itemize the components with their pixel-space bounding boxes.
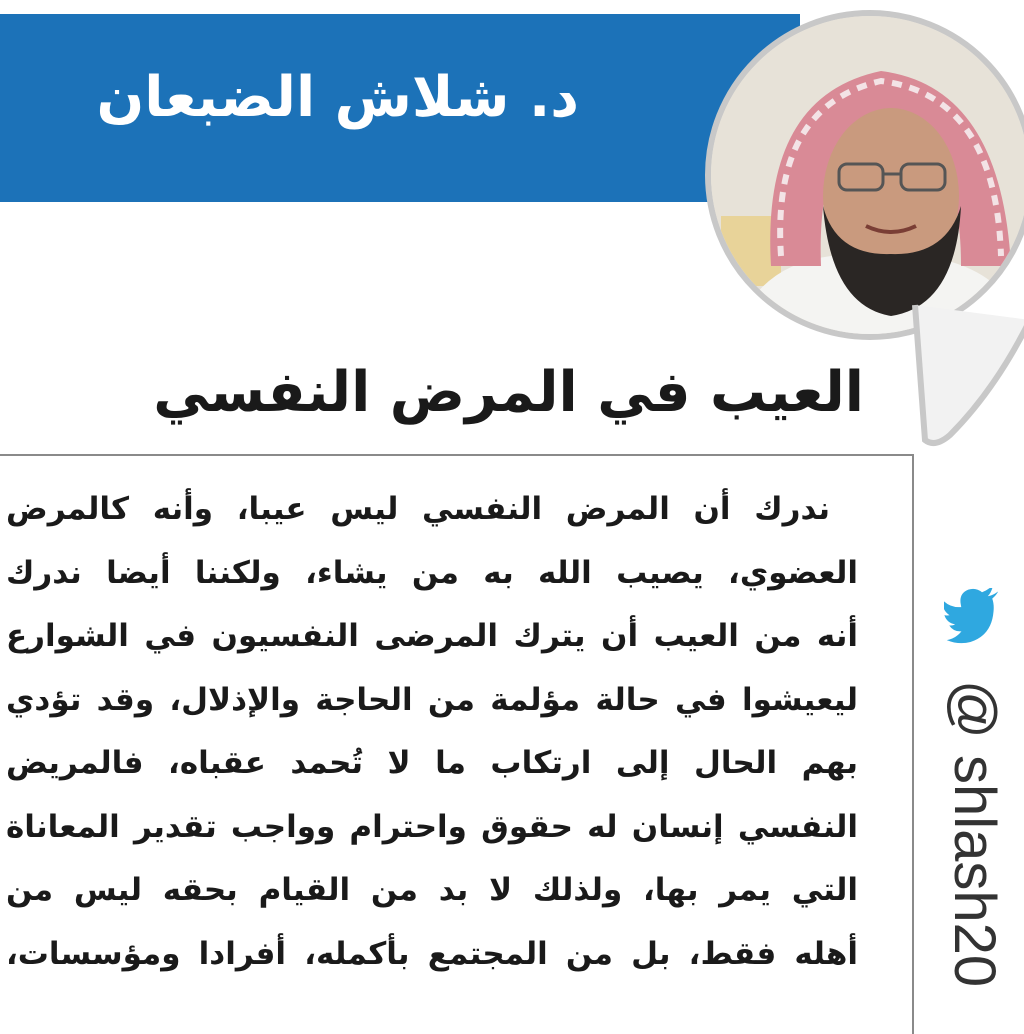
twitter-handle[interactable]: @ shlash20: [942, 680, 1007, 988]
author-photo: [705, 10, 1024, 340]
speech-bubble-tail: [905, 300, 1024, 450]
article-body: [6, 478, 858, 986]
twitter-bird-icon: [944, 588, 1004, 644]
article-title: العيب في المرض النفسي: [153, 360, 864, 425]
body-line: أنه من العيب أن يترك المرضى النفسيون في الشوارع: [6, 618, 858, 654]
author-name: د. شلاش الضبعان: [96, 65, 579, 130]
body-line: بهم الحال إلى ارتكاب ما لا تُحمد عقباه، فالمريض: [6, 745, 858, 781]
body-line: التي يمر بها، ولذلك لا بد من القيام بحقه ليس من: [6, 872, 858, 908]
body-line: العضوي، يصيب الله به من يشاء، ولكننا أيضا ندرك: [6, 554, 858, 591]
body-line: النفسي إنسان له حقوق واحترام وواجب تقدير المعاناة: [6, 808, 858, 845]
body-line: ندرك أن المرض النفسي ليس عيبا، وأنه كالمرض: [6, 491, 830, 527]
body-line: أهله فقط، بل من المجتمع بأكمله، أفرادا ومؤسسات،: [6, 935, 858, 972]
body-line: ليعيشوا في حالة مؤلمة من الحاجة والإذلال، وقد تؤدي: [6, 681, 858, 718]
